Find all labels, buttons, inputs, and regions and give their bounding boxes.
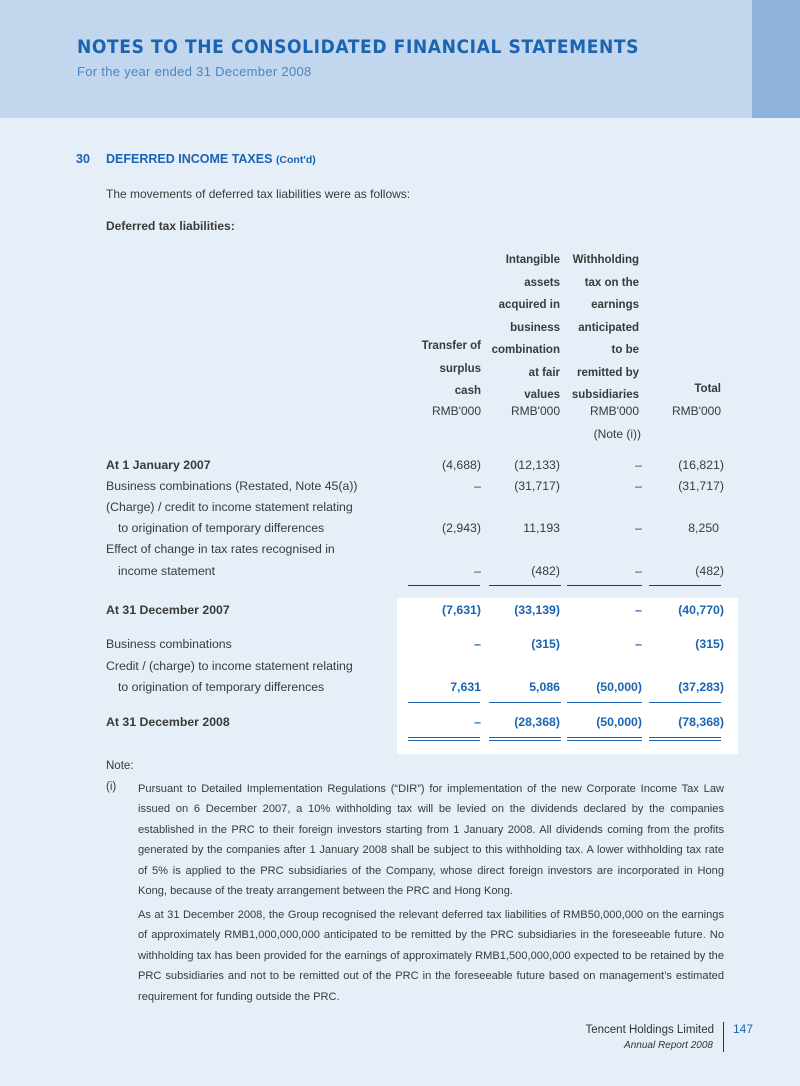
total-double-rule (489, 737, 561, 741)
col-header-line: values (524, 389, 560, 401)
subtotal-rule (567, 585, 642, 586)
cell-value: (40,770) (678, 603, 724, 617)
row-label: Credit / (charge) to income statement relating (106, 659, 353, 673)
cell-value: – (635, 637, 642, 651)
table-subheading: Deferred tax liabilities: (106, 219, 235, 233)
col-header-line: to be (611, 344, 639, 356)
page-subtitle: For the year ended 31 December 2008 (77, 64, 312, 79)
subtotal-rule (489, 702, 561, 703)
col-header-line: earnings (591, 299, 639, 311)
page-title: NOTES TO THE CONSOLIDATED FINANCIAL STATEMENTS (77, 36, 640, 58)
cell-value: (12,133) (514, 458, 560, 472)
col-header-total (601, 378, 721, 401)
cell-value: (315) (695, 637, 724, 651)
total-double-rule (408, 737, 480, 741)
col-header-line: anticipated (578, 321, 639, 334)
header-tab (752, 0, 800, 118)
table-row (0, 659, 800, 679)
row-label: At 31 December 2008 (106, 715, 230, 729)
cell-value: (7,631) (442, 603, 481, 617)
table-row (0, 479, 800, 499)
table-row (0, 637, 800, 657)
section-title: DEFERRED INCOME TAXES (106, 152, 273, 166)
col-header-line: Withholding (572, 254, 639, 266)
row-label: Effect of change in tax rates recognised in (106, 542, 335, 556)
subtotal-rule (408, 585, 480, 586)
col-header-line: assets (524, 276, 560, 289)
col-note-withholding: (Note (i)) (593, 427, 641, 441)
table-row (0, 603, 800, 623)
total-double-rule (649, 737, 721, 741)
footer-divider (723, 1022, 724, 1052)
col-header-line: subsidiaries (571, 389, 639, 401)
row-label: At 1 January 2007 (106, 458, 211, 472)
section-number: 30 (76, 152, 90, 166)
cell-value: 11,193 (523, 521, 560, 535)
cell-value: 7,631 (450, 680, 481, 694)
section-suffix: (Cont'd) (275, 154, 316, 166)
cell-value: (50,000) (596, 715, 642, 729)
page-number: 147 (733, 1022, 754, 1036)
col-header-line: remitted by (577, 366, 639, 379)
note-index: (i) (106, 781, 117, 793)
table-row (0, 715, 800, 735)
cell-value: 8,250 (688, 521, 719, 535)
cell-value: (482) (695, 564, 724, 578)
footer-report: Annual Report 2008 (624, 1040, 713, 1051)
cell-value: (315) (531, 637, 560, 651)
col-header-line: Transfer of (421, 340, 481, 352)
table-row (0, 500, 800, 520)
subtotal-rule (567, 702, 642, 703)
col-header-line: surplus (439, 362, 481, 375)
col-unit-transfer: RMB'000 (432, 404, 481, 418)
row-label: Business combinations (106, 637, 232, 651)
note-paragraph-2: As at 31 December 2008, the Group recognised the relevant deferred tax liabilities of RMB50,000,000 on the earnings of approximately RMB1,000,000,000 anticipated to be remitted by the PRC subsidiaries in the foreseeable future. No withholding tax has been provided for the earnings of approximately RMB1,500,000,000 expected to be retained by the PRC subsidiaries and not to be remitted out of the PRC in the foreseeable future based on management’s estimated requirement for funding outside the PRC. (138, 909, 724, 1003)
cell-value: (50,000) (596, 680, 642, 694)
section-heading (76, 152, 316, 166)
col-header-line: combination (491, 344, 560, 356)
col-header-line: Intangible (505, 254, 560, 266)
cell-value: – (635, 479, 642, 493)
col-unit-withholding: RMB'000 (590, 404, 639, 418)
cell-value: (31,717) (678, 479, 724, 493)
cell-value: – (474, 564, 481, 578)
cell-value: – (635, 564, 642, 578)
table-row (0, 680, 800, 700)
subtotal-rule (408, 702, 480, 703)
table-row (0, 542, 800, 562)
col-header-line: business (510, 321, 560, 334)
cell-value: (28,368) (514, 715, 560, 729)
subtotal-rule (649, 702, 721, 703)
table-row (0, 564, 800, 584)
cell-value: (2,943) (442, 521, 481, 535)
footer-company: Tencent Holdings Limited (585, 1024, 714, 1036)
cell-value: – (474, 479, 481, 493)
cell-value: – (474, 715, 481, 729)
cell-value: (78,368) (678, 715, 724, 729)
section-intro: The movements of deferred tax liabilities were as follows: (106, 187, 411, 201)
col-header-line: acquired in (498, 299, 560, 311)
row-label: to origination of temporary differences (118, 680, 325, 694)
cell-value: (31,717) (514, 479, 560, 493)
cell-value: – (635, 521, 642, 535)
col-header-line: cash (454, 385, 481, 397)
cell-value: – (635, 603, 642, 617)
row-label: At 31 December 2007 (106, 603, 230, 617)
subtotal-rule (649, 585, 721, 586)
total-double-rule (567, 737, 642, 741)
cell-value: (33,139) (514, 603, 560, 617)
cell-value: (4,688) (442, 458, 481, 472)
col-unit-total: RMB'000 (672, 404, 721, 418)
col-header-line: tax on the (584, 276, 639, 289)
cell-value: (482) (531, 564, 560, 578)
col-unit-intangible: RMB'000 (511, 404, 560, 418)
subtotal-rule (489, 585, 561, 586)
col-header-line: Total (694, 383, 721, 395)
note-label: Note: (106, 760, 134, 772)
note-paragraph-1: Pursuant to Detailed Implementation Regulations (“DIR”) for implementation of the new Corporate Income Tax Law issued on 6 December 2007, a 10% withholding tax will be levied on the dividends declared by the companies established in the PRC to their foreign investors starting from 1 January 2008. All dividends coming from the profits generated by the companies after 1 January 2008 shall be subject to this withholding tax. A lower withholding tax rate of 5% is applied to the PRC subsidiaries of the Company, whose direct foreign investors are incorporated in Hong Kong, because of the treaty arrangement between the PRC and Hong Kong. (138, 783, 724, 898)
cell-value: 5,086 (529, 680, 560, 694)
row-label: Business combinations (Restated, Note 45(a)) (106, 479, 358, 493)
table-row (0, 458, 800, 478)
cell-value: (37,283) (678, 680, 724, 694)
header-band (0, 0, 800, 118)
cell-value: – (635, 458, 642, 472)
row-label: to origination of temporary differences (118, 521, 325, 535)
row-label: (Charge) / credit to income statement relating (106, 500, 353, 514)
col-header-line: at fair (528, 366, 560, 379)
cell-value: (16,821) (678, 458, 724, 472)
cell-value: – (474, 637, 481, 651)
row-label: income statement (118, 564, 216, 578)
table-row (0, 521, 800, 541)
